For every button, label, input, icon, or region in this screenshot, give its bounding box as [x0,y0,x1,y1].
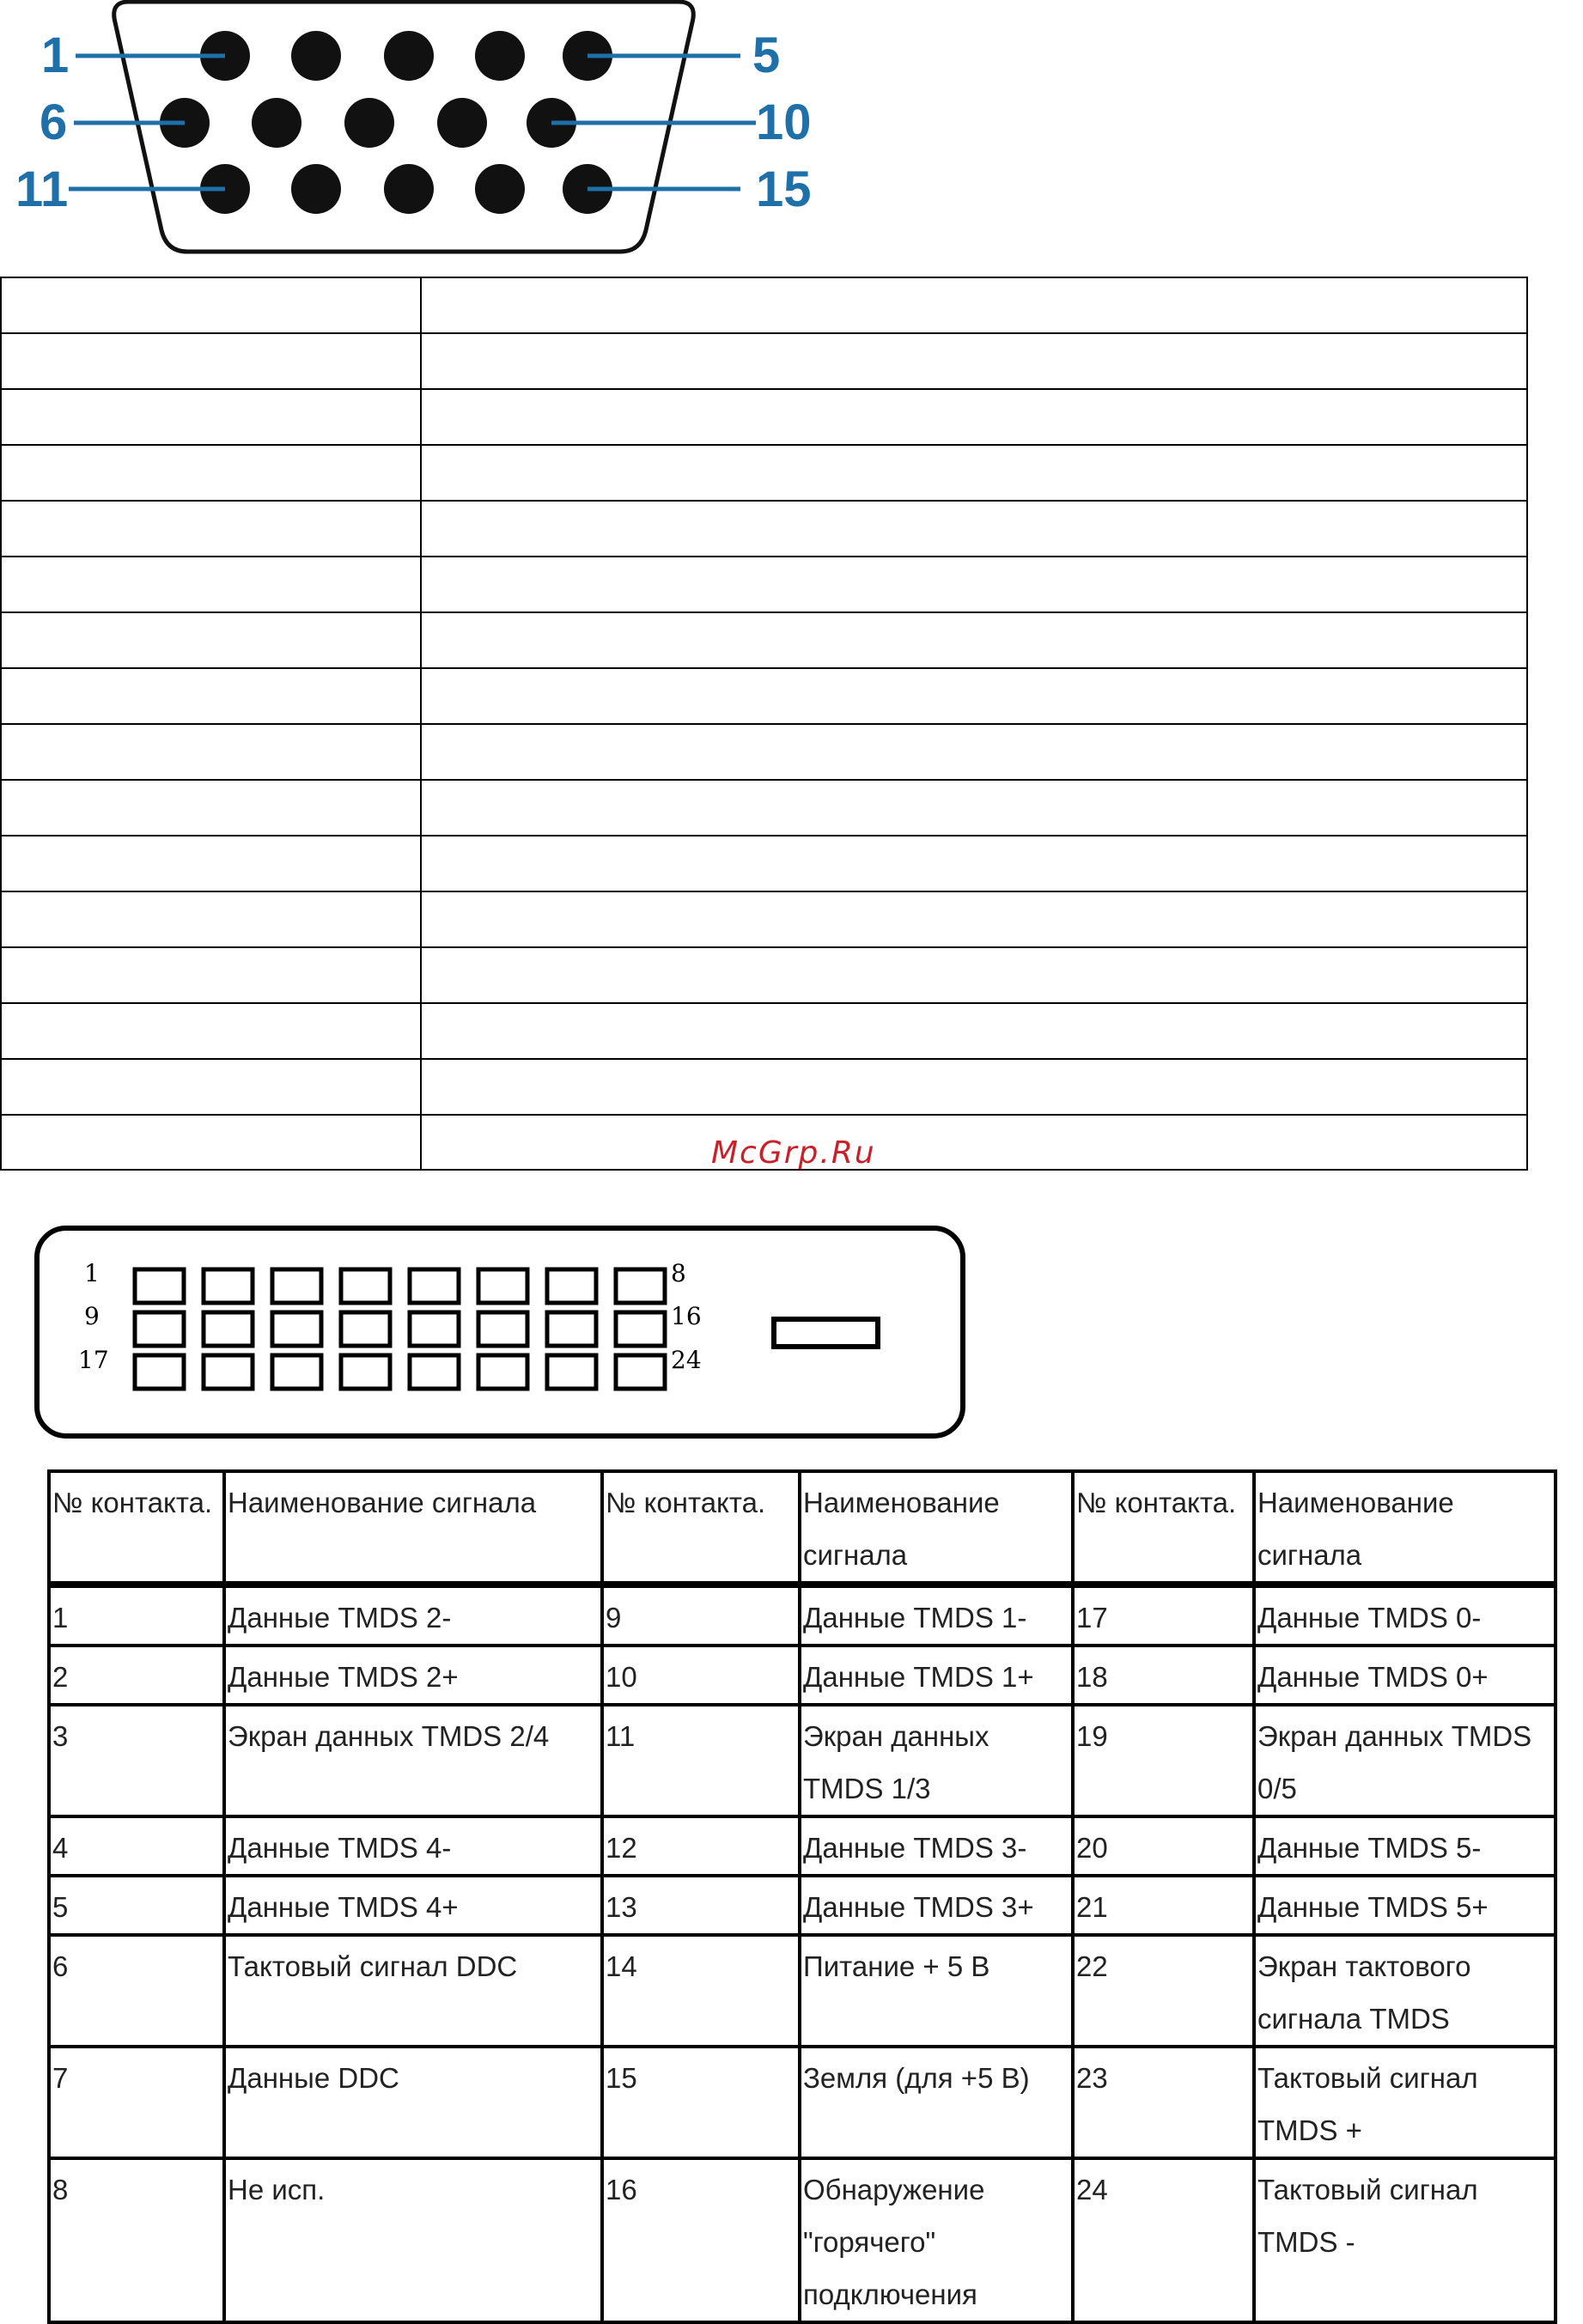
vga-pin-3 [384,31,434,81]
signal-cell: Экран тактового сигнала TMDS [1254,1935,1556,2047]
signal-cell: Данные TMDS 2+ [224,1646,602,1705]
signal-cell: Тактовый сигнал DDC [224,1935,602,2047]
dvi-pin-21 [410,1355,459,1389]
dvi-pin-18 [204,1355,253,1389]
signal-cell: Экран данных TMDS 1/3 [800,1705,1073,1816]
dvi-header-signal-3: Наименование сигнала [1254,1471,1556,1585]
dvi-pin-2 [204,1269,253,1303]
signal-cell: Данные TMDS 1+ [800,1646,1073,1705]
dvi-pin-6 [478,1269,527,1303]
dvi-header-pin-2: № контакта. [602,1471,800,1585]
dvi-pin-label-16: 16 [671,1302,702,1330]
table-row [49,1816,1556,1876]
dvi-pin-8 [616,1269,665,1303]
vga-pin-2 [291,31,341,81]
dvi-pin-11 [272,1312,321,1346]
vga-connector-diagram [0,0,825,262]
table-row [49,1585,1556,1646]
dvi-pin-7 [547,1269,596,1303]
dvi-pin-4 [341,1269,390,1303]
dvi-pin-13 [410,1312,459,1346]
vga-pin-13 [384,164,434,214]
signal-cell: Данные TMDS 2- [224,1585,602,1646]
dvi-header-pin-1: № контакта. [49,1471,224,1585]
pin-cell: 24 [1073,2158,1254,2322]
dvi-header-signal-1: Наименование сигнала [224,1471,602,1585]
vga-pin-label-10: 10 [756,94,812,150]
watermark: McGrp.Ru [711,1135,876,1171]
signal-cell: Данные TMDS 1- [800,1585,1073,1646]
pin-cell: 20 [1073,1816,1254,1876]
table-row [49,1876,1556,1935]
dvi-pin-22 [478,1355,527,1389]
signal-cell: Земля (для +5 В) [800,2047,1073,2158]
pin-cell: 8 [49,2158,224,2322]
vga-pin-label-15: 15 [756,161,812,217]
dvi-pin-23 [547,1355,596,1389]
signal-cell: Экран данных TMDS 2/4 [224,1705,602,1816]
dvi-ground-blade [774,1319,878,1347]
pin-cell: 5 [49,1876,224,1935]
pin-cell: 10 [602,1646,800,1705]
signal-cell: Данные DDC [224,2047,602,2158]
signal-cell: Данные TMDS 0+ [1254,1646,1556,1705]
signal-cell: Данные TMDS 5- [1254,1816,1556,1876]
signal-cell: Не исп. [224,2158,602,2322]
dvi-pin-12 [341,1312,390,1346]
dvi-pin-label-8: 8 [671,1259,686,1287]
dvi-pin-1 [135,1269,184,1303]
pin-cell: 21 [1073,1876,1254,1935]
dvi-pin-15 [547,1312,596,1346]
dvi-pin-label-24: 24 [671,1346,702,1374]
dvi-pin-label-17: 17 [78,1346,109,1374]
dvi-pin-16 [616,1312,665,1346]
vga-pin-table [0,277,1529,1171]
dvi-pin-10 [204,1312,253,1346]
signal-cell: Обнаружение "горячего" подключения [800,2158,1073,2322]
dvi-header-pin-3: № контакта. [1073,1471,1254,1585]
dvi-pin-9 [135,1312,184,1346]
dvi-pin-5 [410,1269,459,1303]
signal-cell: Данные TMDS 5+ [1254,1876,1556,1935]
vga-pin-label-11: 11 [15,161,69,217]
vga-pin-4 [475,31,525,81]
signal-cell: Данные TMDS 3- [800,1816,1073,1876]
table-row [49,1705,1556,1816]
dvi-pin-19 [272,1355,321,1389]
vga-pin-7 [252,98,301,148]
dvi-pin-3 [272,1269,321,1303]
dvi-table-header-row [49,1471,1556,1585]
pin-cell: 17 [1073,1585,1254,1646]
pin-cell: 2 [49,1646,224,1705]
vga-pin-12 [291,164,341,214]
pin-cell: 3 [49,1705,224,1816]
vga-pin-9 [437,98,487,148]
pin-cell: 6 [49,1935,224,2047]
signal-cell: Экран данных TMDS 0/5 [1254,1705,1556,1816]
vga-pin-label-1: 1 [41,27,70,83]
vga-pin-label-5: 5 [752,27,781,83]
signal-cell: Данные TMDS 0- [1254,1585,1556,1646]
pin-cell: 15 [602,2047,800,2158]
table-row [49,2047,1556,2158]
pin-cell: 16 [602,2158,800,2322]
dvi-pin-17 [135,1355,184,1389]
pin-cell: 22 [1073,1935,1254,2047]
pin-cell: 9 [602,1585,800,1646]
pin-cell: 4 [49,1816,224,1876]
signal-cell: Питание + 5 В [800,1935,1073,2047]
pin-cell: 13 [602,1876,800,1935]
table-row [49,1935,1556,2047]
pin-cell: 7 [49,2047,224,2158]
signal-cell: Тактовый сигнал TMDS - [1254,2158,1556,2322]
dvi-pin-20 [341,1355,390,1389]
pin-cell: 23 [1073,2047,1254,2158]
pin-cell: 12 [602,1816,800,1876]
dvi-header-signal-2: Наименование сигнала [800,1471,1073,1585]
signal-cell: Данные TMDS 4+ [224,1876,602,1935]
signal-cell: Данные TMDS 3+ [800,1876,1073,1935]
dvi-connector-diagram [33,1224,969,1439]
pin-cell: 11 [602,1705,800,1816]
vga-pin-label-6: 6 [40,94,68,150]
signal-cell: Тактовый сигнал TMDS + [1254,2047,1556,2158]
pin-cell: 19 [1073,1705,1254,1816]
dvi-pin-24 [616,1355,665,1389]
dvi-pin-14 [478,1312,527,1346]
dvi-pin-label-9: 9 [84,1302,100,1330]
signal-cell: Данные TMDS 4- [224,1816,602,1876]
pin-cell: 14 [602,1935,800,2047]
vga-pin-14 [475,164,525,214]
dvi-pin-table [47,1469,1557,2324]
pin-cell: 18 [1073,1646,1254,1705]
dvi-pin-label-1: 1 [84,1259,100,1287]
table-row [49,2158,1556,2322]
vga-pin-8 [344,98,394,148]
pin-cell: 1 [49,1585,224,1646]
table-row [49,1646,1556,1705]
